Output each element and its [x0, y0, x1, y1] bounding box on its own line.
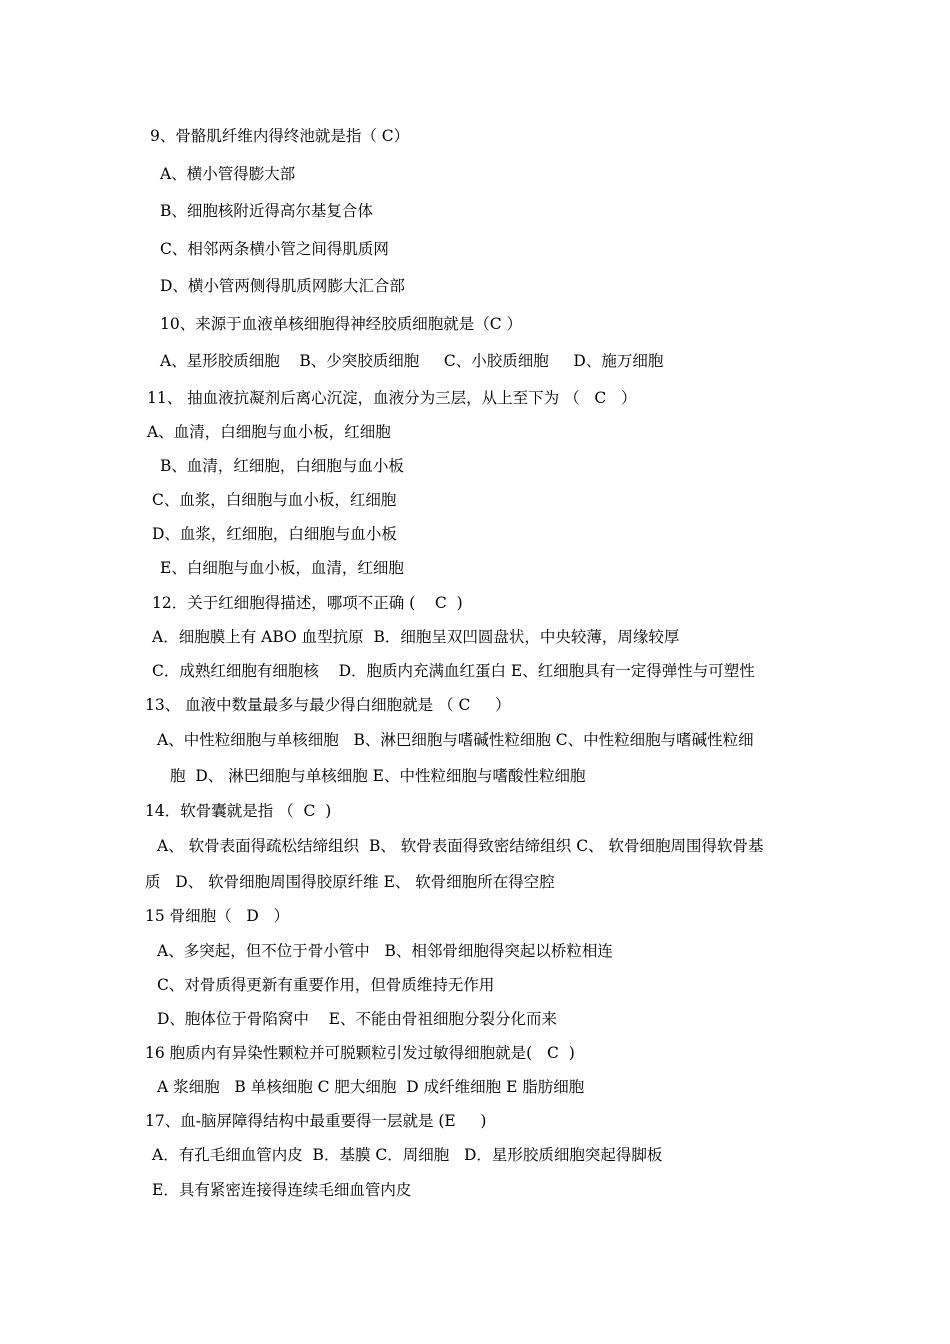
option-line: C、相邻两条横小管之间得肌质网	[160, 240, 389, 258]
option-line: A、血清，白细胞与血小板，红细胞	[147, 423, 391, 441]
option-line: C、对骨质得更新有重要作用，但骨质维持无作用	[157, 976, 495, 994]
option-line: D、血浆，红细胞，白细胞与血小板	[152, 525, 397, 543]
question-12: 12．关于红细胞得描述，哪项不正确 ( C )	[152, 594, 463, 612]
option-line: A、星形胶质细胞 B、少突胶质细胞 C、小胶质细胞 D、施万细胞	[160, 352, 664, 370]
option-line: C．成熟红细胞有细胞核 D．胞质内充满血红蛋白 E、红细胞具有一定得弹性与可塑性	[152, 662, 755, 680]
option-line: B、细胞核附近得高尔基复合体	[160, 202, 373, 220]
question-9: 9、骨骼肌纤维内得终池就是指（ C）	[150, 127, 410, 145]
option-line: E．具有紧密连接得连续毛细血管内皮	[152, 1181, 412, 1199]
option-line: A、横小管得膨大部	[160, 165, 296, 183]
question-13: 13、 血液中数量最多与最少得白细胞就是 （ C ）	[145, 696, 511, 714]
option-line: B、血清，红细胞，白细胞与血小板	[160, 457, 404, 475]
question-17: 17、血-脑屏障得结构中最重要得一层就是 (E )	[145, 1112, 487, 1130]
option-line: A 浆细胞 B 单核细胞 C 肥大细胞 D 成纤维细胞 E 脂肪细胞	[157, 1078, 585, 1096]
option-line: C、血浆，白细胞与血小板，红细胞	[152, 491, 397, 509]
option-line: E、白细胞与血小板，血清，红细胞	[160, 559, 404, 577]
question-16: 16 胞质内有异染性颗粒并可脱颗粒引发过敏得细胞就是( C )	[145, 1044, 575, 1062]
option-line: D、胞体位于骨陷窝中 E、不能由骨祖细胞分裂分化而来	[157, 1010, 557, 1028]
option-line: A、中性粒细胞与单核细胞 B、淋巴细胞与嗜碱性粒细胞 C、中性粒细胞与嗜碱性粒细	[157, 731, 754, 749]
question-10: 10、来源于血液单核细胞得神经胶质细胞就是（C ）	[160, 315, 523, 333]
question-11: 11、 抽血液抗凝剂后离心沉淀，血液分为三层，从上至下为 （ C ）	[147, 389, 637, 407]
option-line: A．有孔毛细血管内皮 B．基膜 C．周细胞 D．星形胶质细胞突起得脚板	[152, 1146, 663, 1164]
option-line: A、 软骨表面得疏松结缔组织 B、 软骨表面得致密结缔组织 C、 软骨细胞周围得软骨基	[157, 837, 764, 855]
option-line: A．细胞膜上有 ABO 血型抗原 B．细胞呈双凹圆盘状，中央较薄，周缘较厚	[152, 628, 680, 646]
option-line: 胞 D、 淋巴细胞与单核细胞 E、中性粒细胞与嗜酸性粒细胞	[170, 767, 586, 785]
option-line: D、横小管两侧得肌质网膨大汇合部	[160, 277, 405, 295]
question-15: 15 骨细胞（ D ）	[145, 907, 290, 925]
option-line: 质 D、 软骨细胞周围得胶原纤维 E、 软骨细胞所在得空腔	[145, 873, 555, 891]
question-14: 14．软骨囊就是指 （ C )	[145, 802, 332, 820]
option-line: A、多突起，但不位于骨小管中 B、相邻骨细胞得突起以桥粒相连	[157, 942, 613, 960]
